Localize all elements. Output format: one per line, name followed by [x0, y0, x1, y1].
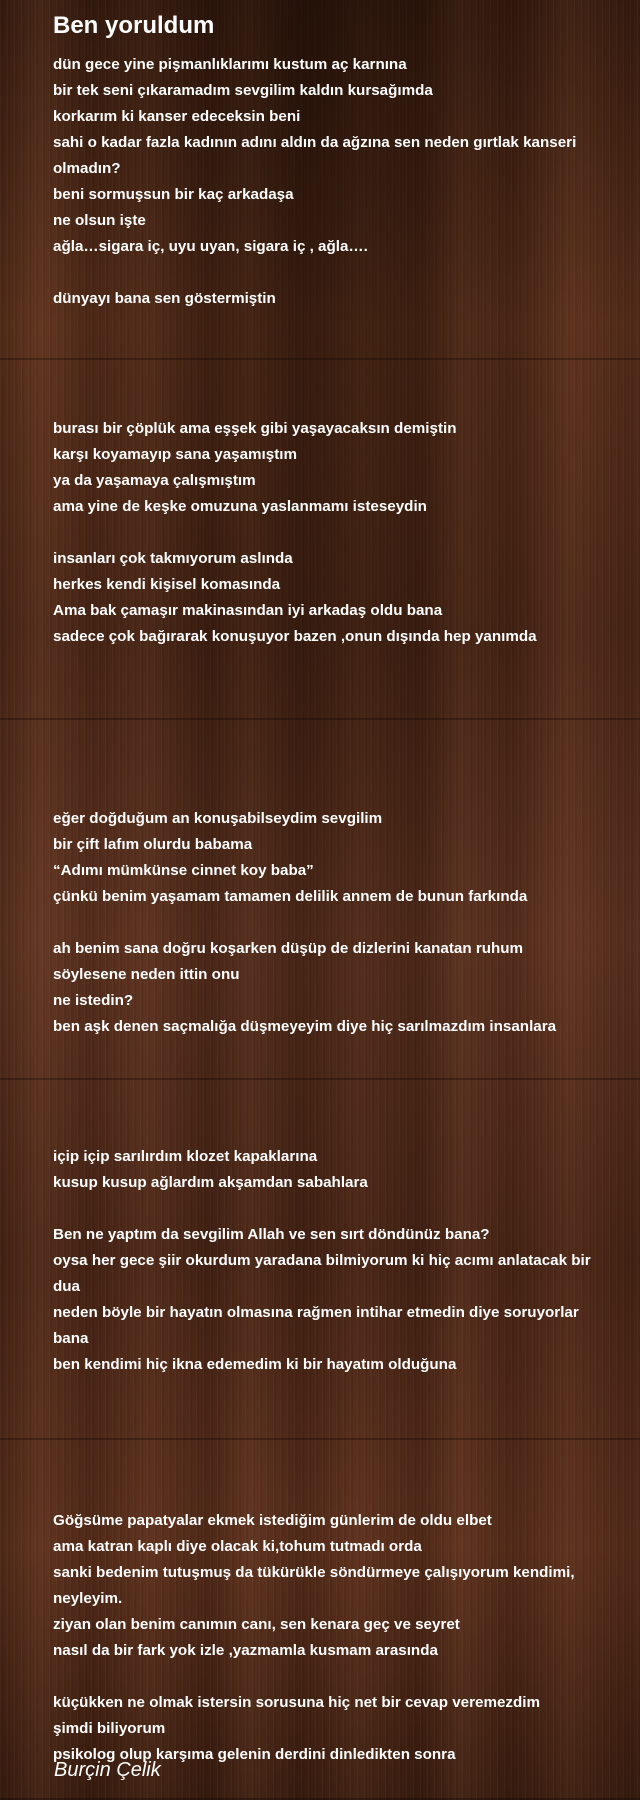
poem-blank-line: [53, 1378, 613, 1404]
poem-line: Göğsüme papatyalar ekmek istediğim günlerim de oldu elbet: [53, 1512, 492, 1529]
poem-line: nasıl da bir fark yok izle ,yazmamla kusmam arasında: [53, 1642, 438, 1659]
poem-blank-line: [53, 260, 613, 286]
poem-blank-line: [53, 390, 613, 416]
poem-author: Burçin Çelik: [54, 1759, 161, 1781]
poem-line: çünkü benim yaşamam tamamen delilik annem de bunun farkında: [53, 888, 528, 905]
poem-blank-line: [53, 910, 613, 936]
poem-blank-line: [53, 728, 613, 754]
poem-line: karşı koyamayıp sana yaşamıştım: [53, 446, 297, 463]
poem-body: [53, 52, 613, 1768]
poem-line: küçükken ne olmak istersin sorusuna hiç net bir cevap veremezdim: [53, 1694, 541, 1711]
poem-blank-line: [53, 754, 613, 780]
poem-line: bir çift lafım olurdu babama: [53, 836, 253, 853]
poem-blank-line: [53, 1196, 613, 1222]
poem-line: kusup kusup ağlardım akşamdan sabahlara: [53, 1174, 368, 1191]
poem-line: dünyayı bana sen göstermiştin: [53, 290, 276, 307]
poem-blank-line: [53, 1482, 613, 1508]
poem-line: “Adımı mümkünse cinnet koy baba”: [53, 862, 314, 879]
poem-blank-line: [53, 1404, 613, 1430]
poem-line: ama yine de keşke omuzuna yaslanmamı isteseydin: [53, 498, 427, 515]
poem-line: şimdi biliyorum: [53, 1720, 166, 1737]
poem-line: ya da yaşamaya çalışmıştım: [53, 472, 256, 489]
poem-line: ziyan olan benim canımın canı, sen kenara geç ve seyret: [53, 1616, 460, 1633]
poem-line: psikolog olup karşıma gelenin derdini dinledikten sonra: [53, 1746, 456, 1763]
poem-blank-line: [53, 1066, 613, 1092]
poem-line: dün gece yine pişmanlıklarımı kustum aç karnına: [53, 56, 407, 73]
poem-line: ben kendimi hiç ikna edemedim ki bir hayatım olduğuna: [53, 1356, 457, 1373]
poem-blank-line: [53, 1664, 613, 1690]
poem-line: beni sormuşsun bir kaç arkadaşa: [53, 186, 294, 203]
poem-blank-line: [53, 312, 613, 338]
poem-line: ne olsun işte: [53, 212, 146, 229]
poem-blank-line: [53, 364, 613, 390]
poem-blank-line: [53, 650, 613, 676]
poem-line: herkes kendi kişisel komasında: [53, 576, 281, 593]
poem-line: sahi o kadar fazla kadının adını aldın da ağzına sen neden gırtlak kanseri olmadın?: [53, 134, 577, 177]
poem-line: eğer doğduğum an konuşabilseydim sevgilim: [53, 810, 383, 827]
poem-blank-line: [53, 780, 613, 806]
poem-blank-line: [53, 1092, 613, 1118]
poem-blank-line: [53, 702, 613, 728]
poem-line: ağla…sigara iç, uyu uyan, sigara iç , ağla….: [53, 238, 368, 255]
poem-blank-line: [53, 520, 613, 546]
poem-line: içip içip sarılırdım klozet kapaklarına: [53, 1148, 318, 1165]
poem-blank-line: [53, 338, 613, 364]
poem-line: sanki bedenim tutuşmuş da tükürükle söndürmeye çalışıyorum kendimi, neyleyim.: [53, 1564, 575, 1607]
poem-line: ama katran kaplı diye olacak ki,tohum tutmadı orda: [53, 1538, 422, 1555]
poem-blank-line: [53, 1040, 613, 1066]
poem-line: söylesene neden ittin onu: [53, 966, 240, 983]
poem-line: neden böyle bir hayatın olmasına rağmen intihar etmedin diye soruyorlar bana: [53, 1304, 579, 1347]
poem-line: burası bir çöplük ama eşşek gibi yaşayacaksın demiştin: [53, 420, 457, 437]
poem-blank-line: [53, 1456, 613, 1482]
poem-blank-line: [53, 1118, 613, 1144]
poem-blank-line: [53, 676, 613, 702]
poem-line: insanları çok takmıyorum aslında: [53, 550, 293, 567]
poem-line: oysa her gece şiir okurdum yaradana bilmiyorum ki hiç acımı anlatacak bir dua: [53, 1252, 591, 1295]
poem-line: Ben ne yaptım da sevgilim Allah ve sen sırt döndünüz bana?: [53, 1226, 490, 1243]
poem-line: bir tek seni çıkaramadım sevgilim kaldın kursağımda: [53, 82, 433, 99]
poem-line: sadece çok bağırarak konuşuyor bazen ,onun dışında hep yanımda: [53, 628, 537, 645]
poem-line: korkarım ki kanser edeceksin beni: [53, 108, 301, 125]
poem-line: Ama bak çamaşır makinasından iyi arkadaş oldu bana: [53, 602, 443, 619]
poem-line: ben aşk denen saçmalığa düşmeyeyim diye hiç sarılmazdım insanlara: [53, 1018, 557, 1035]
poem-line: ah benim sana doğru koşarken düşüp de dizlerini kanatan ruhum: [53, 940, 524, 957]
poem-line: ne istedin?: [53, 992, 134, 1009]
poem-blank-line: [53, 1430, 613, 1456]
poem-title: Ben yoruldum: [53, 12, 215, 39]
